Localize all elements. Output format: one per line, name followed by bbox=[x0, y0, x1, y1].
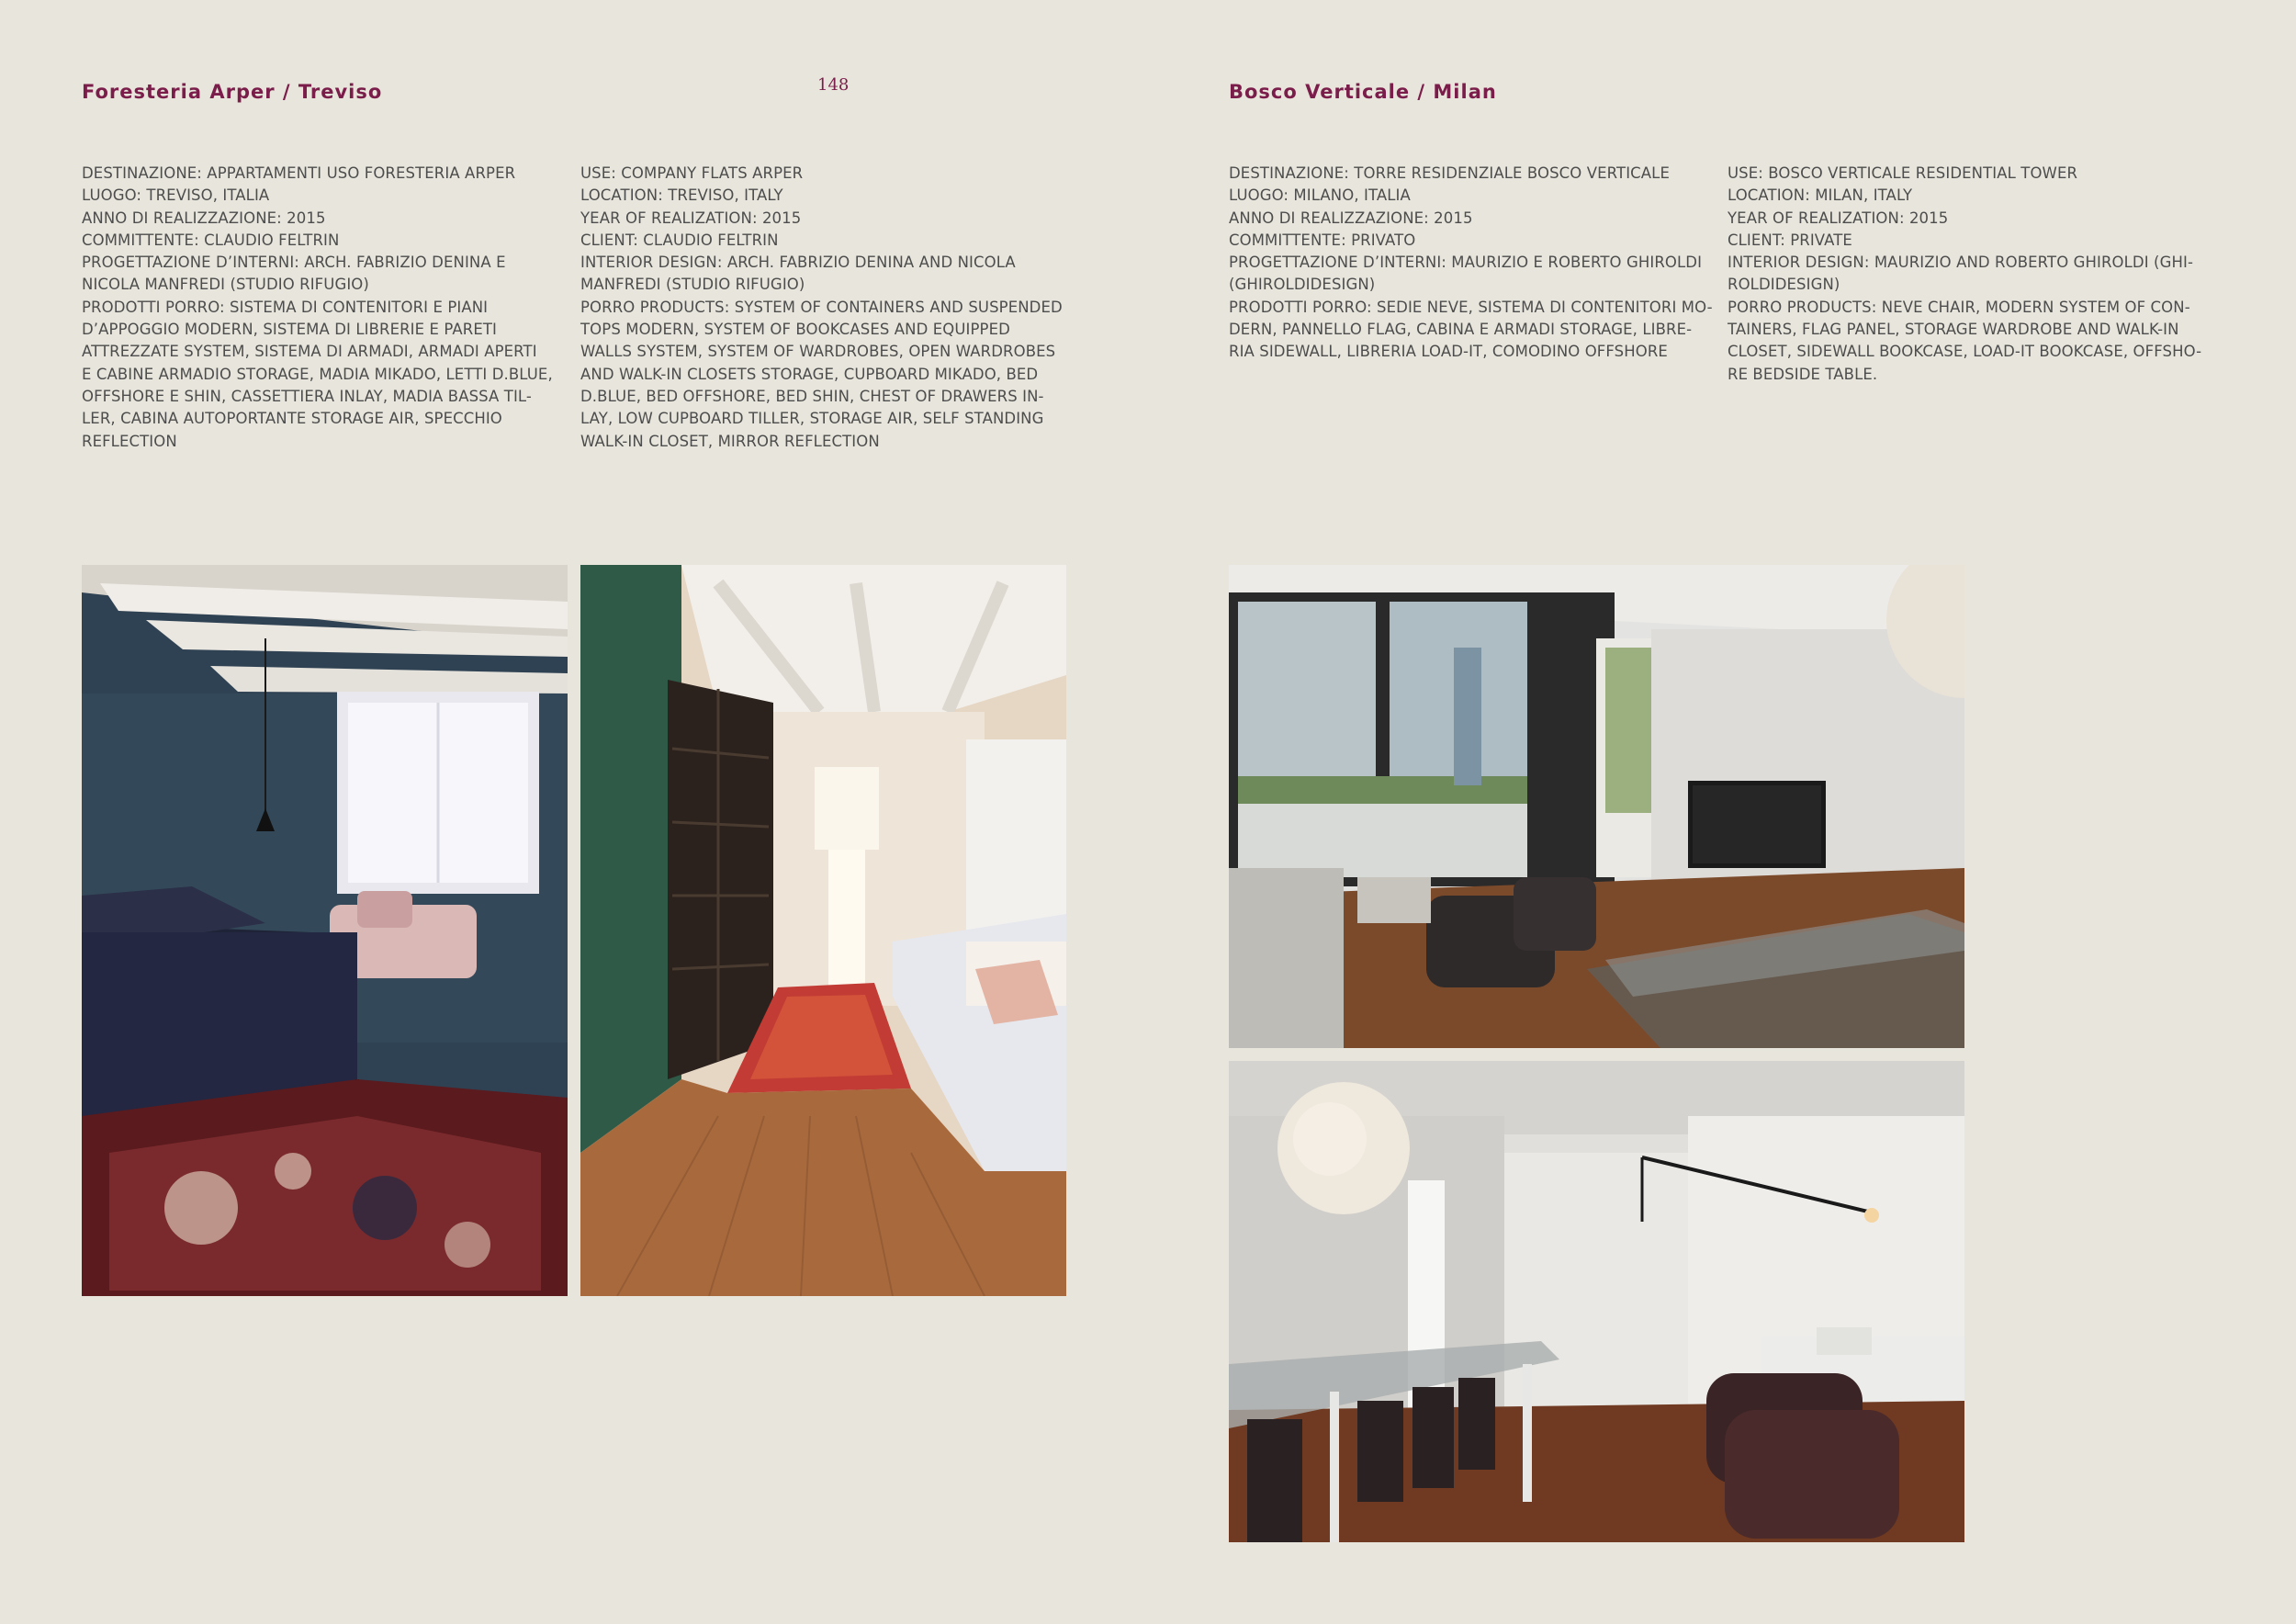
right-italian-specs bbox=[1229, 163, 1725, 364]
spec-line: YEAR OF REALIZATION: 2015 bbox=[580, 209, 802, 227]
spec-line: D’APPOGGIO MODERN, SISTEMA DI LIBRERIE E PARETI bbox=[82, 321, 498, 339]
spec-line: INTERIOR DESIGN: MAURIZIO AND ROBERTO GHIROLDI (GHI- bbox=[1728, 254, 2193, 272]
spec-line: YEAR OF REALIZATION: 2015 bbox=[1728, 209, 1949, 227]
bedroom-photo bbox=[82, 565, 568, 1296]
left-english-specs bbox=[580, 163, 1065, 453]
spec-line: LOCATION: MILAN, ITALY bbox=[1728, 186, 1913, 205]
spec-line: DESTINAZIONE: APPARTAMENTI USO FORESTERIA ARPER bbox=[82, 164, 516, 182]
spec-line: MANFREDI (STUDIO RIFUGIO) bbox=[580, 276, 805, 294]
spec-line: LAY, LOW CUPBOARD TILLER, STORAGE AIR, SELF STANDING bbox=[580, 410, 1044, 428]
spec-line: (GHIROLDIDESIGN) bbox=[1229, 276, 1376, 294]
spec-line: PRODOTTI PORRO: SEDIE NEVE, SISTEMA DI CONTENITORI MO- bbox=[1229, 298, 1713, 316]
living-room-photo bbox=[1229, 565, 1964, 1048]
spec-line: PORRO PRODUCTS: SYSTEM OF CONTAINERS AND SUSPENDED bbox=[580, 298, 1063, 316]
spec-line: DERN, PANNELLO FLAG, CABINA E ARMADI STORAGE, LIBRE- bbox=[1229, 321, 1693, 339]
spec-line: DESTINAZIONE: TORRE RESIDENZIALE BOSCO VERTICALE bbox=[1229, 164, 1670, 182]
dining-room-photo bbox=[1229, 1061, 1964, 1542]
spec-line: OFFSHORE E SHIN, CASSETTIERA INLAY, MADIA BASSA TIL- bbox=[82, 387, 532, 405]
spec-line: USE: COMPANY FLATS ARPER bbox=[580, 164, 804, 182]
spec-line: ANNO DI REALIZZAZIONE: 2015 bbox=[1229, 209, 1473, 227]
spec-line: TAINERS, FLAG PANEL, STORAGE WARDROBE AND WALK-IN bbox=[1728, 321, 2179, 339]
spec-line: E CABINE ARMADIO STORAGE, MADIA MIKADO, LETTI D.BLUE, bbox=[82, 365, 553, 383]
spec-line: CLIENT: PRIVATE bbox=[1728, 231, 1852, 249]
spec-line: D.BLUE, BED OFFSHORE, BED SHIN, CHEST OF DRAWERS IN- bbox=[580, 387, 1044, 405]
left-italian-specs bbox=[82, 163, 567, 453]
spec-line: LER, CABINA AUTOPORTANTE STORAGE AIR, SPECCHIO bbox=[82, 410, 502, 428]
left-project-title: Foresteria Arper / Treviso bbox=[82, 81, 383, 103]
spec-line: ATTREZZATE SYSTEM, SISTEMA DI ARMADI, ARMADI APERTI bbox=[82, 343, 537, 361]
spec-line: REFLECTION bbox=[82, 432, 177, 450]
spec-line: INTERIOR DESIGN: ARCH. FABRIZIO DENINA AND NICOLA bbox=[580, 254, 1016, 272]
spec-line: ANNO DI REALIZZAZIONE: 2015 bbox=[82, 209, 326, 227]
corridor-photo bbox=[580, 565, 1066, 1296]
spec-line: WALK-IN CLOSET, MIRROR REFLECTION bbox=[580, 432, 880, 450]
spec-line: CLOSET, SIDEWALL BOOKCASE, LOAD-IT BOOKCASE, OFFSHO- bbox=[1728, 343, 2202, 361]
spec-line: COMMITTENTE: CLAUDIO FELTRIN bbox=[82, 231, 340, 249]
spec-line: AND WALK-IN CLOSETS STORAGE, CUPBOARD MIKADO, BED bbox=[580, 365, 1039, 383]
spec-line: PROGETTAZIONE D’INTERNI: ARCH. FABRIZIO DENINA E bbox=[82, 254, 506, 272]
spec-line: CLIENT: CLAUDIO FELTRIN bbox=[580, 231, 779, 249]
spec-line: LUOGO: TREVISO, ITALIA bbox=[82, 186, 270, 205]
spec-line: NICOLA MANFREDI (STUDIO RIFUGIO) bbox=[82, 276, 369, 294]
spec-line: TOPS MODERN, SYSTEM OF BOOKCASES AND EQUIPPED bbox=[580, 321, 1010, 339]
spec-line: LUOGO: MILANO, ITALIA bbox=[1229, 186, 1411, 205]
spec-line: PROGETTAZIONE D’INTERNI: MAURIZIO E ROBERTO GHIROLDI bbox=[1229, 254, 1703, 272]
spec-line: PORRO PRODUCTS: NEVE CHAIR, MODERN SYSTEM OF CON- bbox=[1728, 298, 2190, 316]
spec-line: LOCATION: TREVISO, ITALY bbox=[580, 186, 783, 205]
spec-line: COMMITTENTE: PRIVATO bbox=[1229, 231, 1416, 249]
page-number: 148 bbox=[817, 75, 850, 95]
right-english-specs bbox=[1728, 163, 2223, 386]
spec-line: USE: BOSCO VERTICALE RESIDENTIAL TOWER bbox=[1728, 164, 2078, 182]
spec-line: WALLS SYSTEM, SYSTEM OF WARDROBES, OPEN WARDROBES bbox=[580, 343, 1056, 361]
spec-line: ROLDIDESIGN) bbox=[1728, 276, 1840, 294]
right-project-title: Bosco Verticale / Milan bbox=[1229, 81, 1497, 103]
spec-line: RIA SIDEWALL, LIBRERIA LOAD-IT, COMODINO OFFSHORE bbox=[1229, 343, 1668, 361]
spec-line: PRODOTTI PORRO: SISTEMA DI CONTENITORI E PIANI bbox=[82, 298, 489, 316]
spec-line: RE BEDSIDE TABLE. bbox=[1728, 365, 1878, 383]
